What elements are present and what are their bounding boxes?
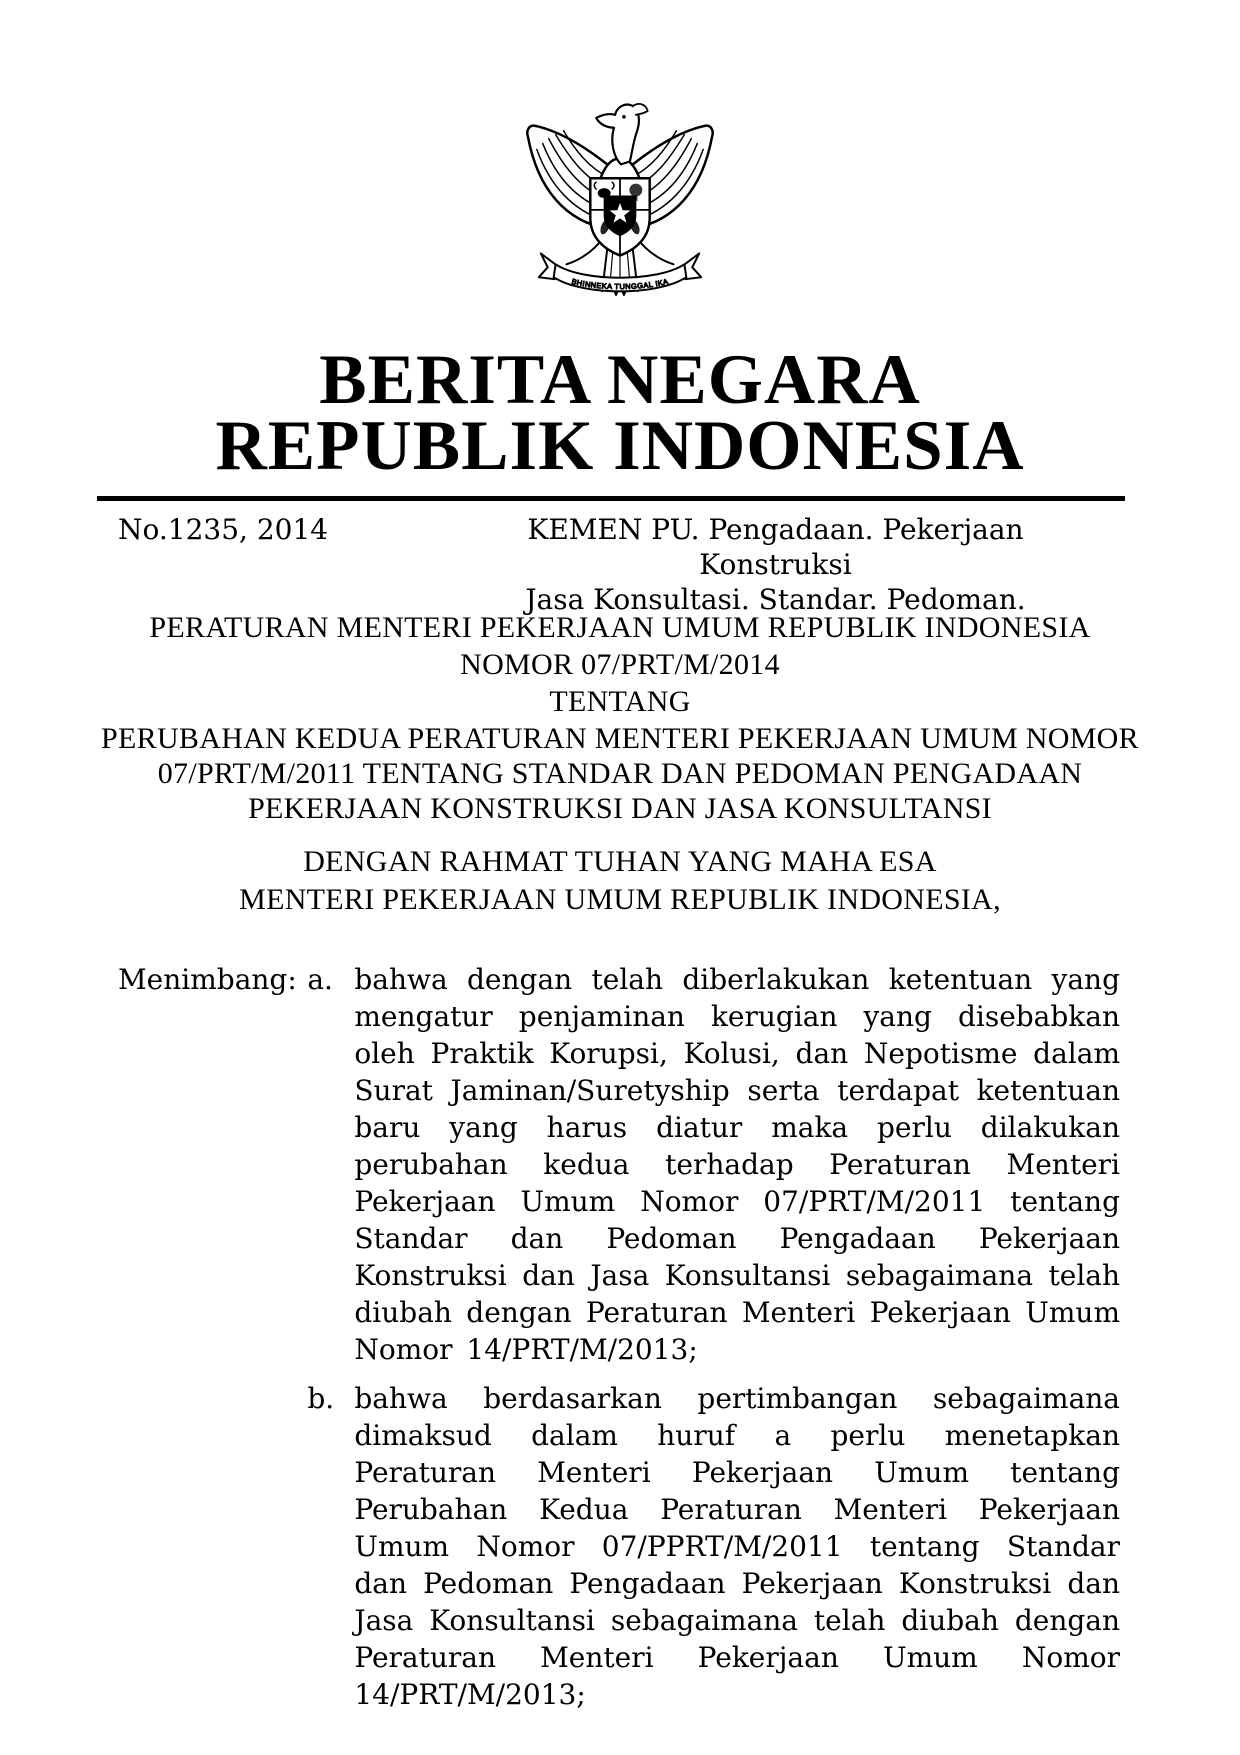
regulation-number: NOMOR 07/PRT/M/2014 — [460, 648, 780, 681]
considerations-section — [118, 961, 1120, 1713]
invocation-line: DENGAN RAHMAT TUHAN YANG MAHA ESA — [303, 845, 937, 878]
masthead-title-line2: REPUBLIK INDONESIA — [215, 407, 1025, 485]
gazette-subject-line2: Jasa Konsultasi. Standar. Pedoman. — [525, 583, 1026, 616]
regulation-subject-line3: PEKERJAAN KONSTRUKSI DAN JASA KONSULTANSI — [248, 792, 992, 825]
masthead-title-line1: BERITA NEGARA — [319, 341, 921, 419]
gazette-number: No.1235, 2014 — [118, 513, 329, 546]
regulation-heading: PERATURAN MENTERI PEKERJAAN UMUM REPUBLIK INDONESIA — [149, 611, 1091, 644]
tentang-label: TENTANG — [549, 685, 691, 718]
consideration-item-a — [307, 961, 1120, 1368]
gazette-subject-line1: KEMEN PU. Pengadaan. Pekerjaan Konstruksi — [527, 513, 1024, 581]
consideration-marker: a. — [307, 963, 333, 996]
consideration-marker: b. — [307, 1382, 335, 1415]
consideration-text: bahwa dengan telah diberlakukan ketentuan yang mengatur penjaminan kerugian yang disebabkan oleh Praktik Korupsi, Kolusi, dan Nepotisme dalam Surat Jaminan/Suretyship serta terdapat ketentuan baru yang harus diatur maka perlu dilakukan perubahan kedua terhadap Peraturan Menteri Pekerjaan Umum Nomor 07/PRT/M/2011 tentang Standar dan Pedoman Pengadaan Pekerjaan Konstruksi dan Jasa Konsultansi sebagaimana telah diubah dengan Peraturan Menteri Pekerjaan Umum Nomor 14/PRT/M/2013; — [354, 963, 1120, 1366]
consideration-item-b — [307, 1380, 1120, 1713]
considerations-colon: : — [287, 963, 297, 996]
regulation-subject-line1: PERUBAHAN KEDUA PERATURAN MENTERI PEKERJAAN UMUM NOMOR — [101, 722, 1139, 755]
considerations-items — [307, 961, 1120, 1713]
masthead-rule — [97, 496, 1125, 501]
motto-text: BHINNEKA TUNGGAL IKA — [570, 276, 670, 292]
considerations-label: Menimbang — [118, 963, 288, 996]
garuda-pancasila-emblem — [521, 94, 719, 306]
authority-line: MENTERI PEKERJAAN UMUM REPUBLIK INDONESIA, — [239, 883, 1001, 916]
regulation-subject-line2: 07/PRT/M/2011 TENTANG STANDAR DAN PEDOMAN PENGADAAN — [157, 757, 1083, 790]
gazette-subject — [463, 512, 1088, 617]
garuda-head — [596, 104, 647, 164]
consideration-text: bahwa berdasarkan pertimbangan sebagaimana dimaksud dalam huruf a perlu menetapkan Peraturan Menteri Pekerjaan Umum tentang Perubahan Kedua Peraturan Menteri Pekerjaan Umum Nomor 07/PPRT/M/2011 tentang Standar dan Pedoman Pengadaan Pekerjaan Konstruksi dan Jasa Konsultansi sebagaimana telah diubah dengan Peraturan Menteri Pekerjaan Umum Nomor 14/PRT/M/2013; — [354, 1382, 1120, 1711]
